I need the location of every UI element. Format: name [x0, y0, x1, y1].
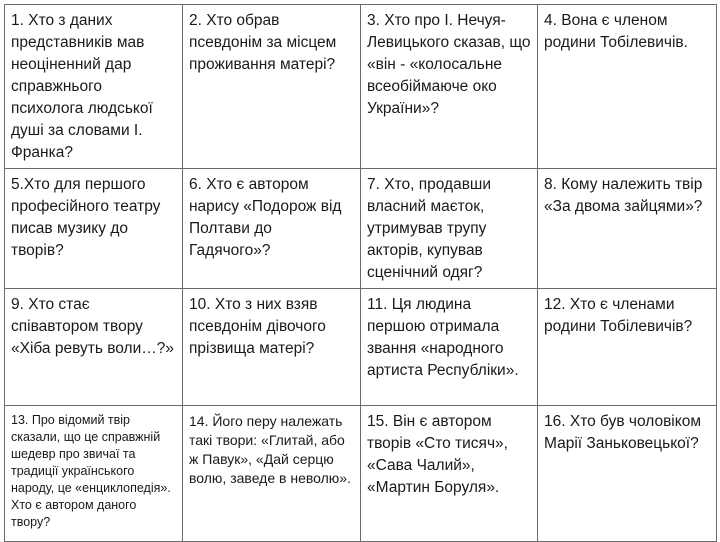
question-cell-4: 4. Вона є членом родини Тобілевичів. [538, 5, 717, 169]
question-cell-11: 11. Ця людина першою отримала звання «народного артиста Республіки». [361, 289, 538, 406]
question-cell-8: 8. Кому належить твір «За двома зайцями»? [538, 169, 717, 289]
question-cell-13: 13. Про відомий твір сказали, що це справжній шедевр про звичаї та традиції українського народу, це «енциклопедія». Хто є автором даного твору? [5, 406, 183, 542]
table-row [5, 289, 717, 406]
question-cell-6: 6. Хто є автором нарису «Подорож від Полтави до Гадячого»? [183, 169, 361, 289]
question-cell-12: 12. Хто є членами родини Тобілевичів? [538, 289, 717, 406]
question-cell-15: 15. Він є автором творів «Сто тисяч», «Сава Чалий», «Мартин Боруля». [361, 406, 538, 542]
table-row [5, 406, 717, 542]
question-cell-10: 10. Хто з них взяв псевдонім дівочого прізвища матері? [183, 289, 361, 406]
question-cell-14: 14. Його перу належать такі твори: «Глитай, або ж Павук», «Дай серцю волю, заведе в неволю». [183, 406, 361, 542]
question-cell-7: 7. Хто, продавши власний маєток, утримував трупу акторів, купував сценічний одяг? [361, 169, 538, 289]
table-row [5, 5, 717, 169]
question-cell-3: 3. Хто про І. Нечуя-Левицького сказав, що «він - «колосальне всеобіймаюче око України»? [361, 5, 538, 169]
question-cell-2: 2. Хто обрав псевдонім за місцем проживання матері? [183, 5, 361, 169]
question-cell-1: 1. Хто з даних представників мав неоціненний дар справжнього психолога людської душі за словами І. Франка? [5, 5, 183, 169]
question-cell-5: 5.Хто для першого професійного театру писав музику до творів? [5, 169, 183, 289]
table-row [5, 169, 717, 289]
quiz-table [4, 4, 717, 542]
question-cell-16: 16. Хто був чоловіком Марії Заньковецької? [538, 406, 717, 542]
question-cell-9: 9. Хто стає співавтором твору «Хіба ревуть воли…?» [5, 289, 183, 406]
